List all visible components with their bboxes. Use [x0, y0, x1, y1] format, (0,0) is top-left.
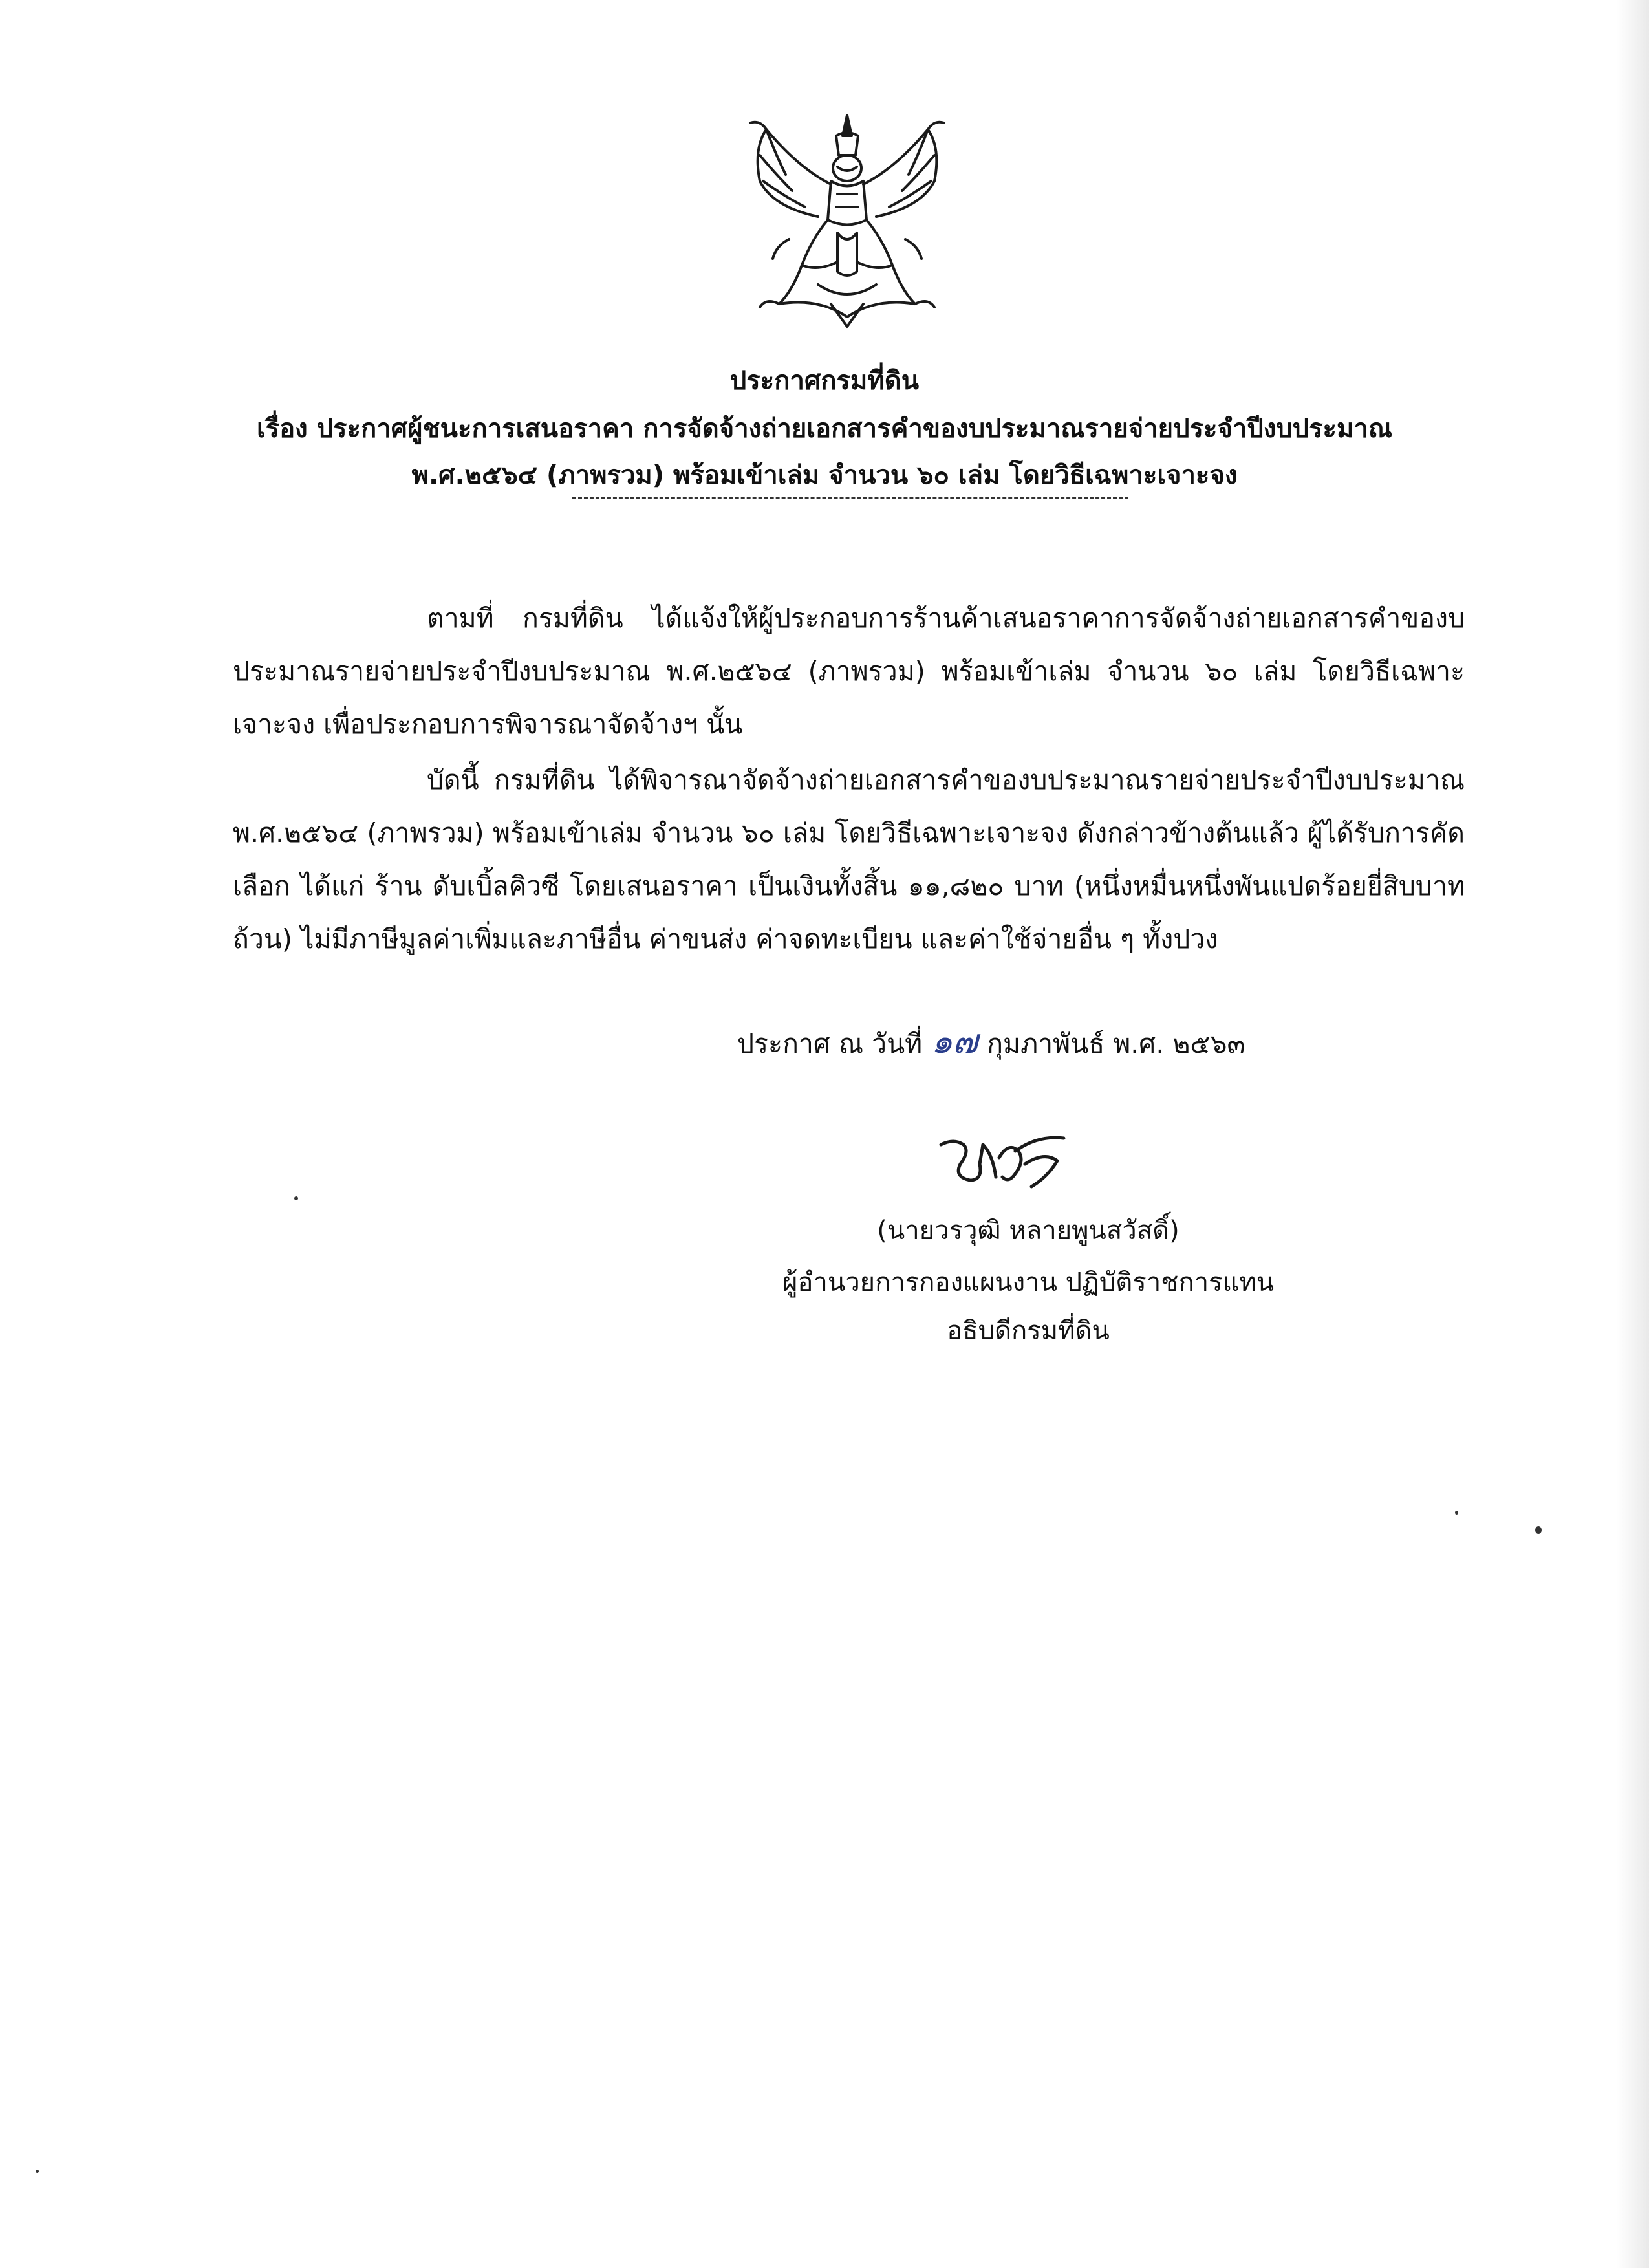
announce-date-line [737, 1014, 1245, 1068]
signatory-organization: อธิบดีกรมที่ดิน [947, 1316, 1110, 1346]
signatory-position: ผู้อำนวยการกองแผนงาน ปฏิบัติราชการแทน [782, 1268, 1275, 1297]
garuda-emblem-icon [740, 110, 954, 330]
scan-speck [1455, 1511, 1458, 1515]
scan-edge [1617, 0, 1649, 2268]
body-paragraph-1 [233, 592, 1465, 751]
heading-divider [572, 497, 1128, 499]
scan-speck [294, 1196, 298, 1200]
body-paragraph-2 [233, 753, 1465, 966]
scan-speck [36, 2170, 39, 2173]
announcement-title: ประกาศกรมที่ดิน [729, 366, 920, 396]
handwritten-signature-icon [934, 1125, 1077, 1203]
subject-line-2: พ.ศ.๒๕๖๔ (ภาพรวม) พร้อมเข้าเล่ม จำนวน ๖๐ เล่ม โดยวิธีเฉพาะเจาะจง [411, 460, 1238, 490]
paragraph-1-text: ตามที่ กรมที่ดิน ได้แจ้งให้ผู้ประกอบการร้านค้าเสนอราคาการจัดจ้างถ่ายเอกสารคำของบประมาณรายจ่ายประจำปีงบประมาณ พ.ศ.๒๕๖๔ (ภาพรวม) พร้อมเข้าเล่ม จำนวน ๖๐ เล่ม โดยวิธีเฉพาะเจาะจง เพื่อประกอบการพิจารณาจัดจ้างฯ นั้น [233, 603, 1465, 740]
subject-line-1: เรื่อง ประกาศผู้ชนะการเสนอราคา การจัดจ้างถ่ายเอกสารคำของบประมาณรายจ่ายประจำปีงบประมาณ [257, 414, 1392, 444]
paragraph-2-text: บัดนี้ กรมที่ดิน ได้พิจารณาจัดจ้างถ่ายเอกสารคำของบประมาณรายจ่ายประจำปีงบประมาณ พ.ศ.๒๕๖๔ (ภาพรวม) พร้อมเข้าเล่ม จำนวน ๖๐ เล่ม โดยวิธีเฉพาะเจาะจง ดังกล่าวข้างต้นแล้ว ผู้ได้รับการคัดเลือก ได้แก่ ร้าน ดับเบิ้ลคิวซี โดยเสนอราคา เป็นเงินทั้งสิ้น ๑๑,๘๒๐ บาท (หนึ่งหมื่นหนึ่งพันแปดร้อยยี่สิบบาทถ้วน) ไม่มีภาษีมูลค่าเพิ่มและภาษีอื่น ค่าขนส่ง ค่าจดทะเบียน และค่าใช้จ่ายอื่น ๆ ทั้งปวง [233, 764, 1465, 955]
date-prefix: ประกาศ ณ วันที่ [737, 1028, 923, 1059]
date-suffix: กุมภาพันธ์ พ.ศ. ๒๕๖๓ [987, 1028, 1245, 1059]
handwritten-day: ๑๗ [931, 1022, 978, 1061]
signatory-name: (นายวรวุฒิ หลายพูนสวัสดิ์) [877, 1216, 1180, 1246]
scan-speck [1535, 1526, 1542, 1534]
